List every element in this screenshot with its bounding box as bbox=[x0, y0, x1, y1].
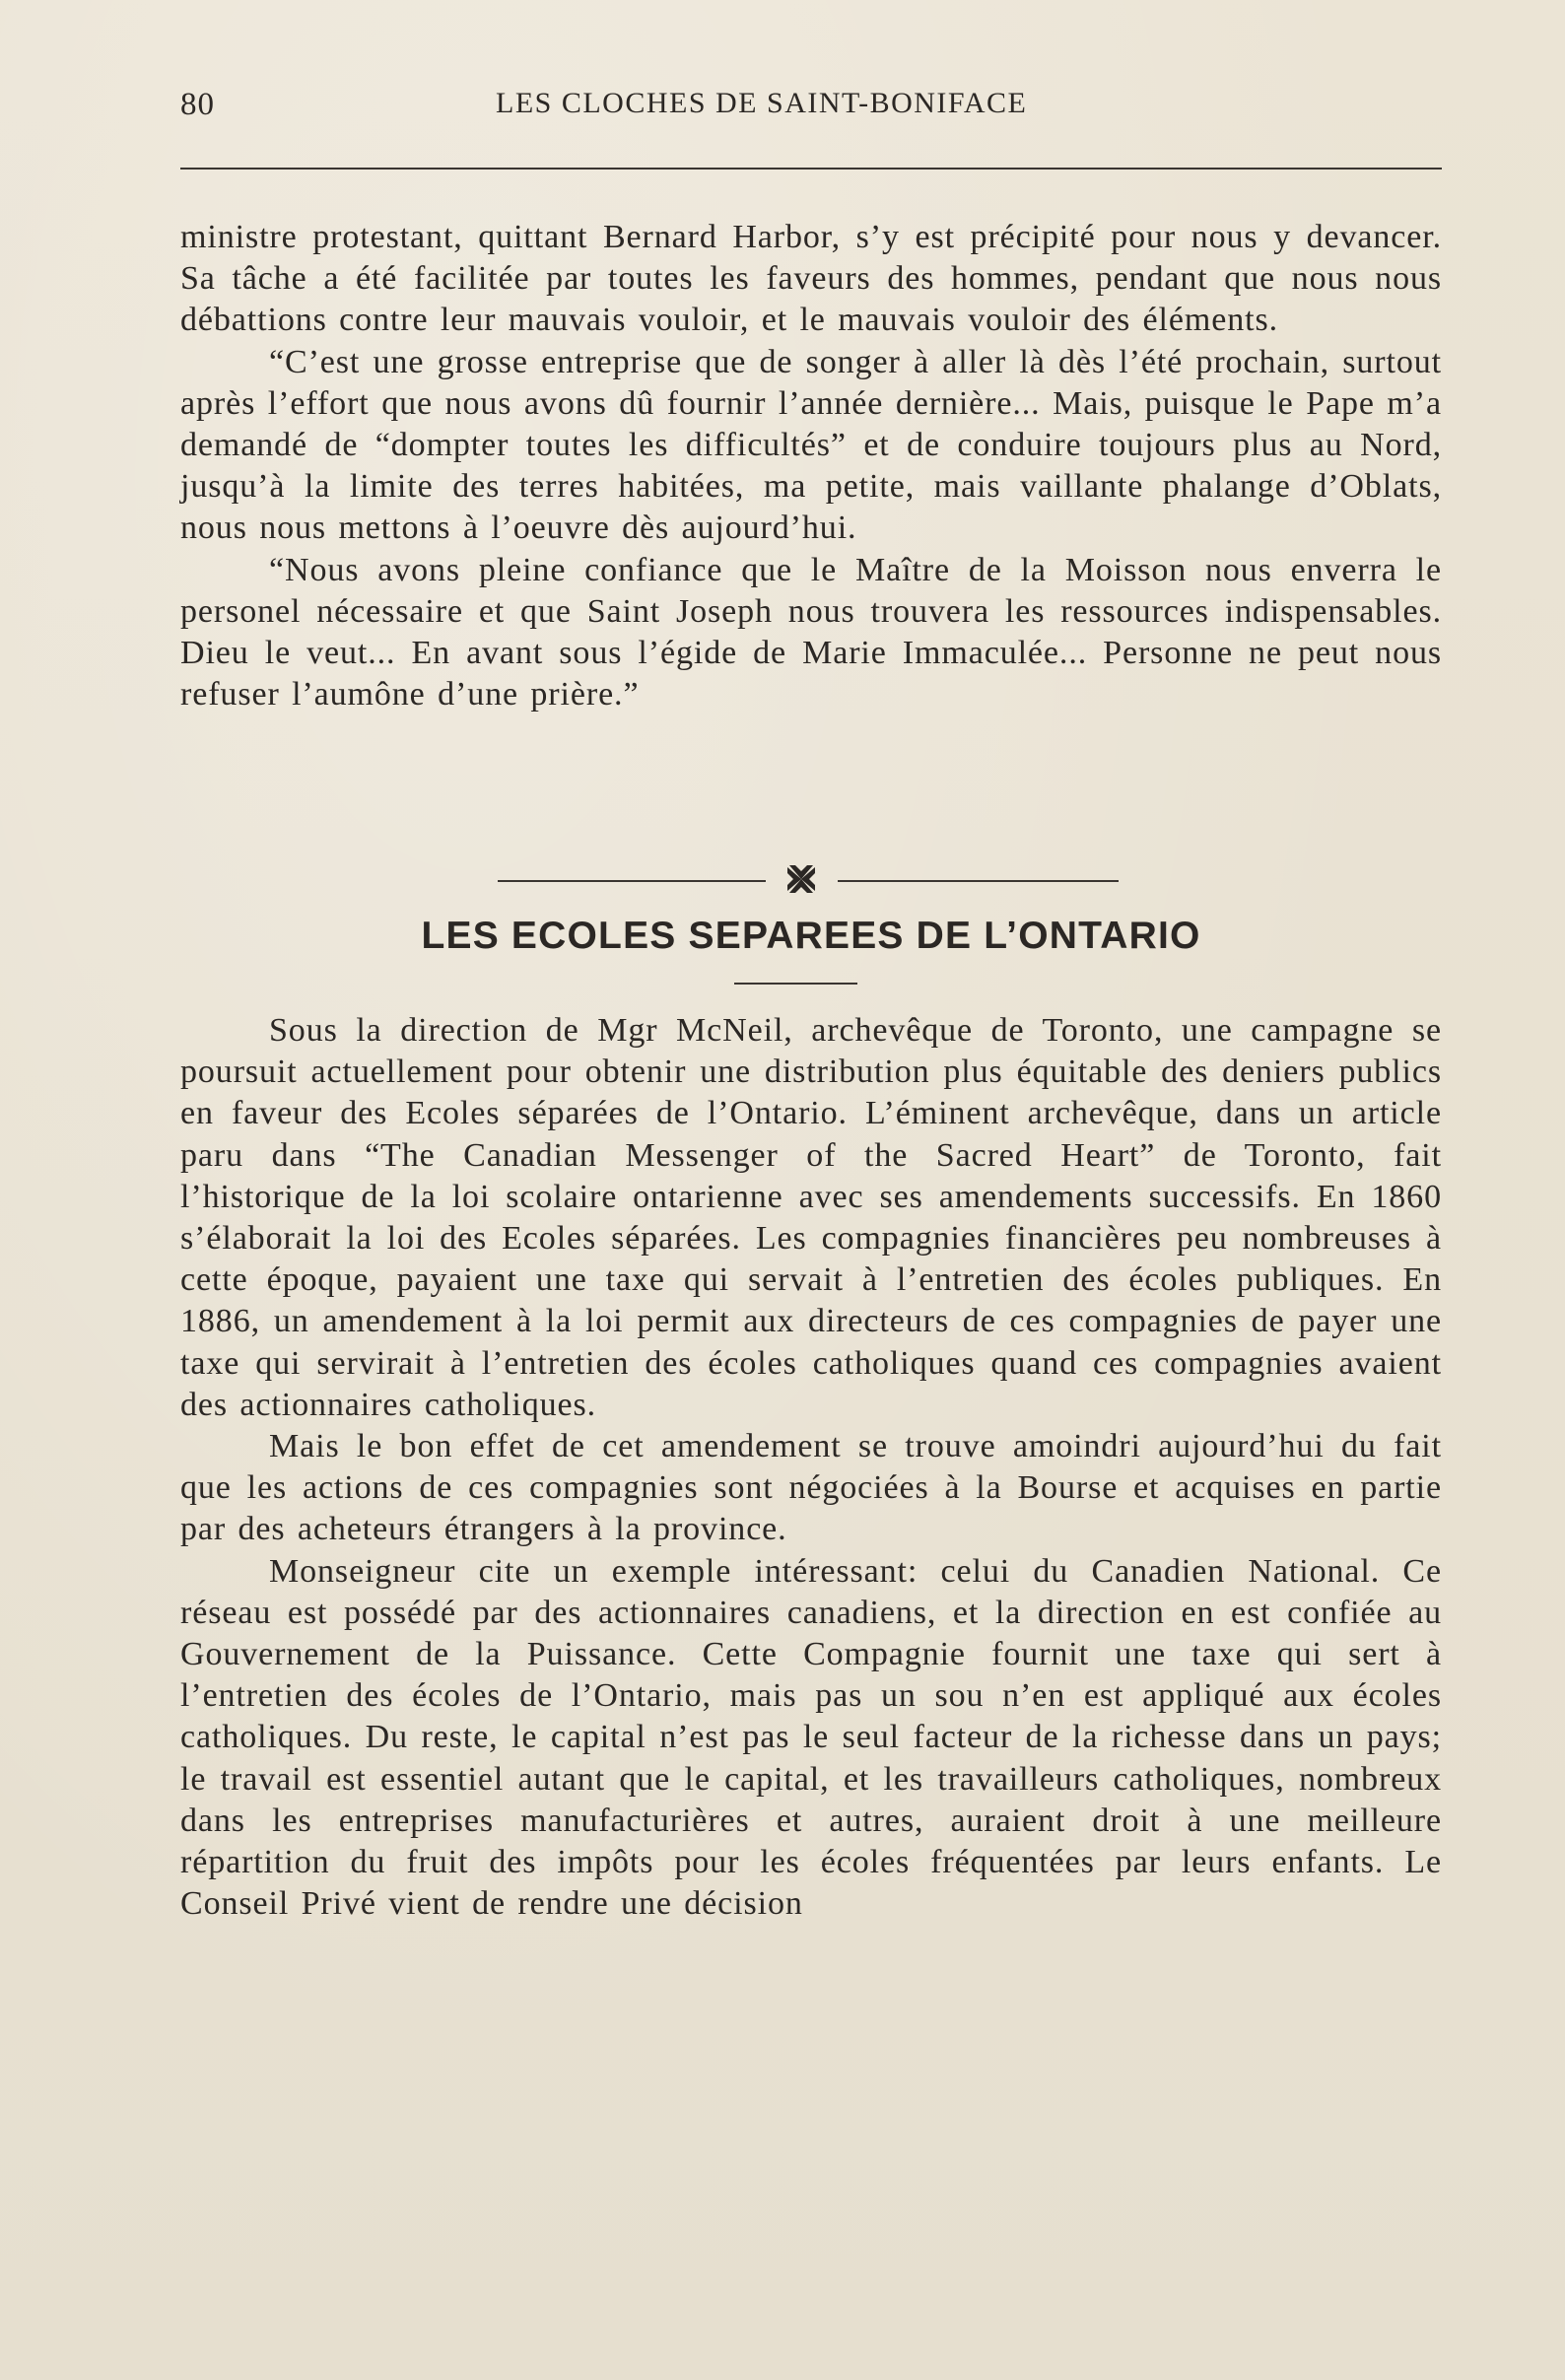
paragraph: “Nous avons pleine confiance que le Maître de la Moisson nous enverra le personel nécessaire et que Saint Joseph nous trouvera les ressources indispensables. Dieu le veut... En avant sous l’égide de Marie Immaculée... Personne ne peut nous refuser l’aumône d’une prière.” bbox=[180, 551, 1442, 714]
paragraph: Mais le bon effet de cet amendement se trouve amoindri aujourd’hui du fait que les actions de ces compagnies sont négociées à la Bourse et acquises en partie par des acheteurs étrangers à la province. bbox=[180, 1428, 1442, 1548]
section-divider bbox=[498, 865, 1119, 895]
page-number: 80 bbox=[180, 87, 215, 122]
running-title: LES CLOCHES DE SAINT-BONIFACE bbox=[496, 87, 1028, 119]
divider-line bbox=[838, 880, 1119, 882]
maltese-cross-icon bbox=[783, 861, 819, 897]
paragraph: ministre protestant, quittant Bernard Harbor, s’y est précipité pour nous y devancer. Sa tâche a été facilitée par toutes les faveurs des hommes, pendant que nous nous débattions contre leur mauvais vouloir, et le mauvais vouloir des éléments. bbox=[180, 219, 1442, 339]
divider-line bbox=[498, 880, 766, 882]
continuation-text bbox=[180, 217, 1442, 715]
header-rule bbox=[180, 168, 1442, 170]
article-title: LES ECOLES SEPAREES DE L’ONTARIO bbox=[421, 915, 1201, 957]
page-header bbox=[180, 87, 1442, 136]
article-body bbox=[180, 1010, 1442, 1925]
paragraph: Monseigneur cite un exemple intéressant: celui du Canadien National. Ce réseau est possédé par des actionnaires canadiens, et la direction en est confiée au Gouvernement de la Puissance. Cette Compagnie fournit une taxe qui sert à l’entretien des écoles de l’Ontario, mais pas un sou n’en est appliqué aux écoles catholiques. Du reste, le capital n’est pas le seul facteur de la richesse dans un pays; le travail est essentiel autant que le capital, et les travailleurs catholiques, nombreux dans les entreprises manufacturières et autres, auraient droit à une meilleure répartition du fruit des impôts pour les écoles fréquentées par leurs enfants. Le Conseil Privé vient de rendre une décision bbox=[180, 1552, 1442, 1923]
paragraph: “C’est une grosse entreprise que de songer à aller là dès l’été prochain, surtout après l’effort que nous avons dû fournir l’année dernière... Mais, puisque le Pape m’a demandé de “dompter toutes les difficultés” et de conduire toujours plus au Nord, jusqu’à la limite des terres habitées, ma petite, mais vaillante phalange d’Oblats, nous nous mettons à l’oeuvre dès aujourd’hui. bbox=[180, 343, 1442, 547]
paragraph: Sous la direction de Mgr McNeil, archevêque de Toronto, une campagne se poursuit actuellement pour obtenir une distribution plus équitable des deniers publics en faveur des Ecoles séparées de l’Ontario. L’éminent archevêque, dans un article paru dans “The Canadian Messenger of the Sacred Heart” de Toronto, fait l’historique de la loi scolaire ontarienne avec ses amendements successifs. En 1860 s’élaborait la loi des Ecoles séparées. Les compagnies financières peu nombreuses à cette époque, payaient une taxe qui servait à l’entretien des écoles publiques. En 1886, un amendement à la loi permit aux directeurs de ces compagnies de payer une taxe qui servirait à l’entretien des écoles catholiques quand ces compagnies avaient des actionnaires catholiques. bbox=[180, 1012, 1442, 1423]
title-underline bbox=[734, 983, 857, 985]
